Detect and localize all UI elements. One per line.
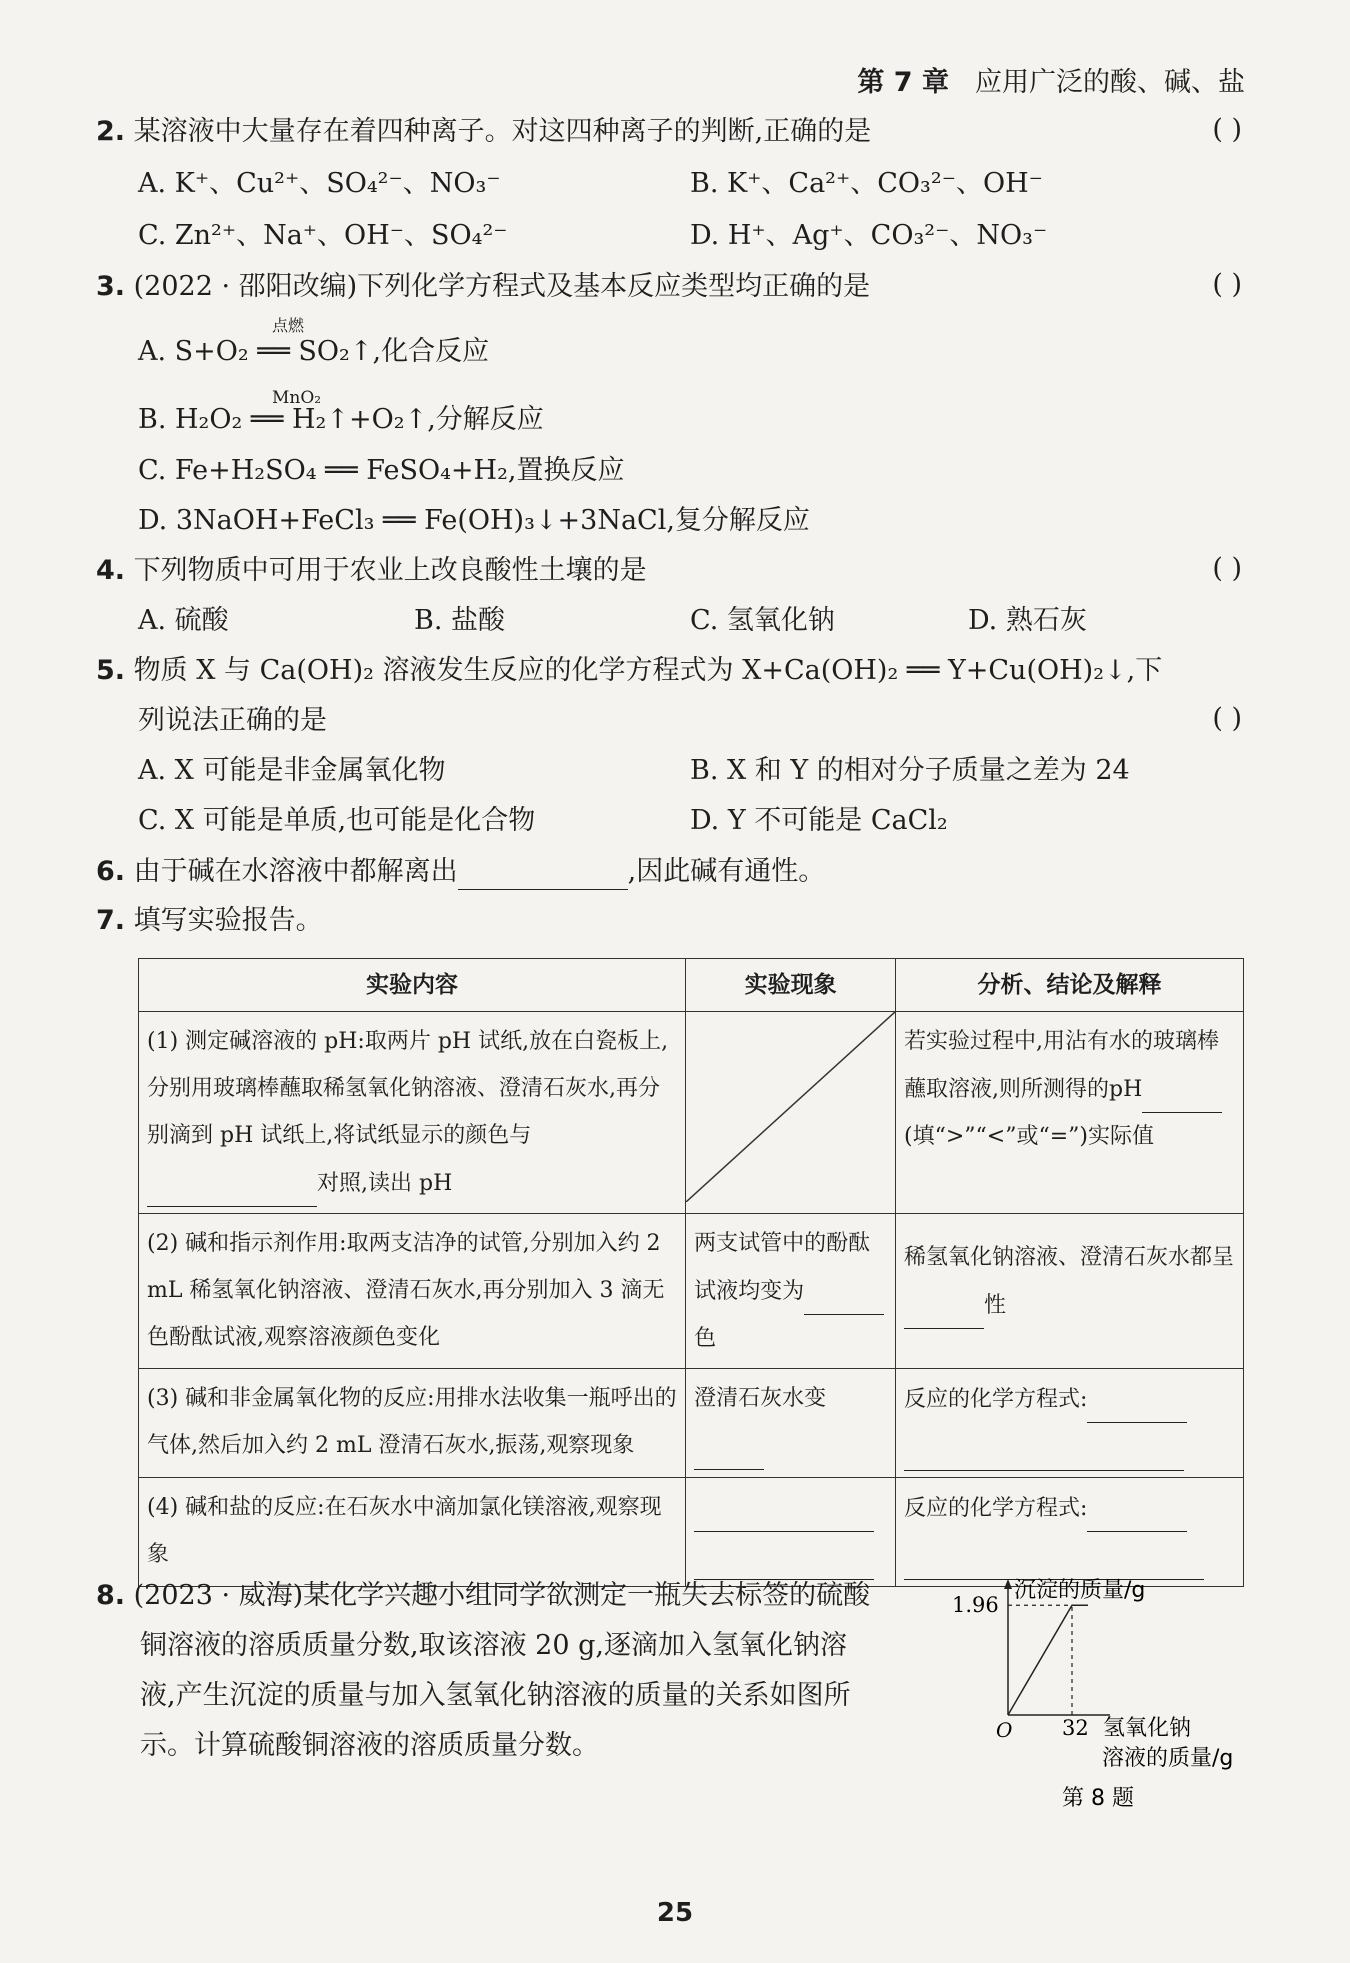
row4-analysis-text: 反应的化学方程式: — [904, 1496, 1088, 1521]
row1-content-text-2: 对照,读出 pH — [317, 1171, 453, 1196]
q5-option-c[interactable]: C. X 可能是单质,也可能是化合物 — [138, 805, 536, 836]
q8-number: 8. — [96, 1580, 126, 1611]
q2-stem — [96, 114, 871, 150]
y-axis-label: 沉淀的质量/g — [1014, 1578, 1146, 1603]
q2-answer-paren[interactable]: ( ) — [1212, 114, 1242, 145]
table-header-row — [139, 959, 1244, 1012]
q2-text: 某溶液中大量存在着四种离子。对这四种离子的判断,正确的是 — [133, 116, 872, 147]
origin-label: O — [996, 1718, 1013, 1742]
q4-option-c[interactable]: C. 氢氧化钠 — [690, 605, 835, 636]
q5-option-a[interactable]: A. X 可能是非金属氧化物 — [138, 755, 446, 786]
row3-phenomenon-blank[interactable] — [694, 1422, 764, 1470]
row4-phenomenon-blank-1[interactable] — [694, 1484, 874, 1532]
q4-number: 4. — [96, 555, 126, 586]
row4-equation-blank-1[interactable] — [1087, 1484, 1187, 1532]
q3-b-condition: MnO₂ — [272, 388, 322, 408]
row2-color-blank[interactable] — [804, 1267, 884, 1315]
q4-option-b[interactable]: B. 盐酸 — [414, 605, 506, 636]
q4-text: 下列物质中可用于农业上改良酸性土壤的是 — [133, 555, 647, 586]
q4-option-a[interactable]: A. 硫酸 — [138, 605, 229, 636]
header-content: 实验内容 — [139, 959, 686, 1012]
q4-answer-paren[interactable]: ( ) — [1212, 553, 1242, 584]
row4-equation-blank-2[interactable] — [904, 1532, 1204, 1580]
row1-phenomenon-crossed — [686, 1012, 896, 1214]
q3-number: 3. — [96, 271, 126, 302]
q4-option-d[interactable]: D. 熟石灰 — [968, 605, 1087, 636]
row1-ph-blank[interactable] — [1142, 1065, 1222, 1113]
row2-phenomenon-text-2: 色 — [694, 1326, 717, 1351]
row1-analysis-text-2: (填“>”“<”或“=”)实际值 — [904, 1124, 1154, 1149]
q4-stem — [96, 553, 647, 589]
q3-answer-paren[interactable]: ( ) — [1212, 269, 1242, 300]
row1-analysis-text: 若实验过程中,用沾有水的玻璃棒蘸取溶液,则所测得的pH — [904, 1029, 1220, 1102]
q3-text: (2022 · 邵阳改编)下列化学方程式及基本反应类型均正确的是 — [133, 271, 871, 302]
table-row — [139, 1214, 1244, 1369]
header-phenomenon: 实验现象 — [686, 959, 896, 1012]
x-tick-label: 32 — [1062, 1716, 1089, 1740]
q5-text-1: 物质 X 与 Ca(OH)₂ 溶液发生反应的化学方程式为 X+Ca(OH)₂ ══ Y+Cu(OH)₂↓,下 — [133, 655, 1163, 686]
row2-phenomenon — [686, 1214, 896, 1369]
q7-text: 填写实验报告。 — [133, 905, 323, 936]
q3-option-d[interactable]: D. 3NaOH+FeCl₃ ══ Fe(OH)₃↓+3NaCl,复分解反应 — [138, 505, 810, 536]
diagonal-slash — [686, 1012, 895, 1202]
row3-analysis-text: 反应的化学方程式: — [904, 1387, 1088, 1412]
table-row — [139, 1369, 1244, 1478]
q3-a-condition: 点燃 — [272, 316, 305, 335]
q7-stem — [96, 903, 323, 939]
page-number: 25 — [656, 1898, 694, 1928]
q3-option-a[interactable]: A. S+O₂ ══ SO₂↑,化合反应 — [138, 336, 490, 367]
row3-content: (3) 碱和非金属氧化物的反应:用排水法收集一瓶呼出的气体,然后加入约 2 mL 澄清石灰水,振荡,观察现象 — [139, 1369, 686, 1478]
chapter-title: 应用广泛的酸、碱、盐 — [975, 67, 1245, 98]
q5-stem-line1 — [96, 653, 1162, 689]
q5-answer-paren[interactable]: ( ) — [1212, 703, 1242, 734]
row1-content — [139, 1012, 686, 1214]
q2-option-b[interactable]: B. K⁺、Ca²⁺、CO₃²⁻、OH⁻ — [690, 168, 1043, 199]
row2-content: (2) 碱和指示剂作用:取两支洁净的试管,分别加入约 2 mL 稀氢氧化钠溶液、澄清石灰水,再分别加入 3 滴无色酚酞试液,观察溶液颜色变化 — [139, 1214, 686, 1369]
q6-stem — [96, 853, 825, 890]
row4-phenomenon-blank-2[interactable] — [694, 1532, 874, 1580]
q6-text-pre: 由于碱在水溶液中都解离出 — [133, 856, 458, 887]
q6-text-post: ,因此碱有通性。 — [627, 856, 826, 887]
row3-equation-blank-1[interactable] — [1087, 1375, 1187, 1423]
q8-stem-line2: 铜溶液的溶质质量分数,取该溶液 20 g,逐滴加入氢氧化钠溶 — [140, 1630, 847, 1661]
q5-number: 5. — [96, 655, 126, 686]
row4-phenomenon — [686, 1478, 896, 1587]
q5-option-b[interactable]: B. X 和 Y 的相对分子质量之差为 24 — [690, 755, 1130, 786]
y-tick-label: 1.96 — [952, 1593, 999, 1618]
chapter-number: 第 7 章 — [857, 67, 949, 98]
q2-option-c[interactable]: C. Zn²⁺、Na⁺、OH⁻、SO₄²⁻ — [138, 220, 508, 251]
q6-answer-blank[interactable] — [458, 853, 628, 890]
row2-analysis — [896, 1214, 1244, 1369]
x-axis-label-2: 溶液的质量/g — [1102, 1746, 1234, 1771]
row2-property-blank[interactable] — [904, 1281, 984, 1329]
precipitate-mass-chart — [950, 1575, 1270, 1835]
chapter-header — [857, 60, 1245, 99]
q5-stem-line2: 列说法正确的是 — [138, 705, 327, 736]
q3-option-c[interactable]: C. Fe+H₂SO₄ ══ FeSO₄+H₂,置换反应 — [138, 455, 625, 486]
q8-stem-line1 — [96, 1578, 870, 1614]
experiment-report-table — [138, 958, 1244, 1587]
row4-content: (4) 碱和盐的反应:在石灰水中滴加氯化镁溶液,观察现象 — [139, 1478, 686, 1587]
table-row — [139, 1012, 1244, 1214]
data-line — [1008, 1605, 1088, 1715]
row3-phenomenon — [686, 1369, 896, 1478]
row2-phenomenon-text: 两支试管中的酚酞试液均变为 — [694, 1231, 871, 1304]
q8-stem-line3: 液,产生沉淀的质量与加入氢氧化钠溶液的质量的关系如图所 — [140, 1680, 851, 1711]
row3-equation-blank-2[interactable] — [904, 1423, 1184, 1471]
q5-option-d[interactable]: D. Y 不可能是 CaCl₂ — [690, 805, 948, 836]
row4-analysis — [896, 1478, 1244, 1587]
row3-analysis — [896, 1369, 1244, 1478]
q8-text-1: (2023 · 威海)某化学兴趣小组同学欲测定一瓶失去标签的硫酸 — [133, 1580, 871, 1611]
row1-analysis — [896, 1012, 1244, 1214]
q6-number: 6. — [96, 856, 126, 887]
row2-analysis-text-2: 性 — [984, 1293, 1007, 1318]
q2-option-a[interactable]: A. K⁺、Cu²⁺、SO₄²⁻、NO₃⁻ — [138, 168, 501, 199]
q2-option-d[interactable]: D. H⁺、Ag⁺、CO₃²⁻、NO₃⁻ — [690, 220, 1048, 251]
row3-phenomenon-text: 澄清石灰水变 — [694, 1386, 827, 1411]
q3-option-b[interactable]: B. H₂O₂ ══ H₂↑+O₂↑,分解反应 — [138, 404, 544, 435]
row1-content-text: (1) 测定碱溶液的 pH:取两片 pH 试纸,放在白瓷板上,分别用玻璃棒蘸取稀氢氧化钠溶液、澄清石灰水,再分别滴到 pH 试纸上,将试纸显示的颜色与 — [147, 1029, 669, 1148]
chart-caption: 第 8 题 — [1062, 1786, 1134, 1811]
q7-number: 7. — [96, 905, 126, 936]
y-axis-arrow — [1004, 1579, 1012, 1589]
header-analysis: 分析、结论及解释 — [896, 959, 1244, 1012]
q8-stem-line4: 示。计算硫酸铜溶液的溶质质量分数。 — [140, 1730, 599, 1761]
q2-number: 2. — [96, 116, 126, 147]
q3-stem — [96, 269, 870, 305]
row2-analysis-text: 稀氢氧化钠溶液、澄清石灰水都呈 — [904, 1245, 1235, 1270]
row1-color-blank[interactable] — [147, 1159, 317, 1207]
x-axis-label-1: 氢氧化钠 — [1103, 1716, 1192, 1741]
table-row — [139, 1478, 1244, 1587]
